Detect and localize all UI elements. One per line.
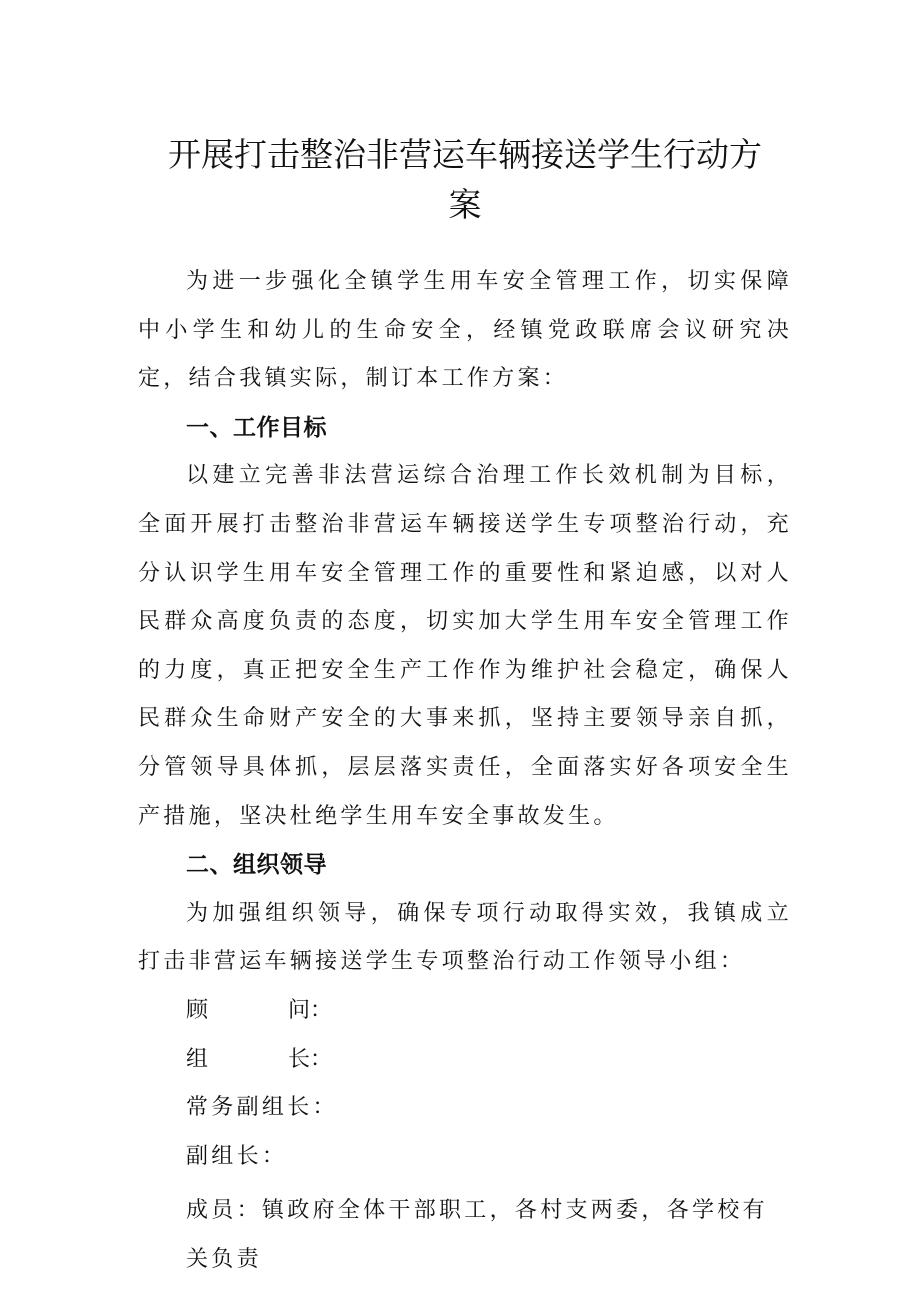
leader-row: 组长： <box>138 1036 792 1085</box>
advisor-row: 顾问： <box>138 987 792 1036</box>
section-1-paragraph: 以建立完善非法营运综合治理工作长效机制为目标，全面开展打击整治非营运车辆接送学生专项整治行动，充分认识学生用车安全管理工作的重要性和紧迫感，以对人民群众高度负责的态度，切实加大学生用车安全管理工作的力度，真正把安全生产工作作为维护社会稳定，确保人民群众生命财产安全的大事来抓，坚持主要领导亲自抓，分管领导具体抓，层层落实责任，全面落实好各项安全生产措施，坚决杜绝学生用车安全事故发生。 <box>138 463 792 829</box>
section-2-paragraph: 为加强组织领导，确保专项行动取得实效，我镇成立打击非营运车辆接送学生专项整治行动工作领导小组： <box>138 900 792 975</box>
intro-paragraph: 为进一步强化全镇学生用车安全管理工作，切实保障中小学生和幼儿的生命安全，经镇党政联席会议研究决定，结合我镇实际，制订本工作方案： <box>138 269 792 392</box>
advisor-label: 顾问 <box>186 997 310 1023</box>
leader-label: 组长 <box>186 1046 310 1072</box>
section-2-heading: 二、组织领导 <box>186 852 327 879</box>
document-title <box>140 130 790 230</box>
section-1-heading: 一、工作目标 <box>186 414 327 441</box>
title-line-1: 开展打击整治非营运车辆接送学生行动方 <box>168 135 762 174</box>
deputy-row: 副组长： <box>186 1143 288 1169</box>
title-line-2: 案 <box>448 185 482 224</box>
document-body <box>138 258 792 1284</box>
exec-deputy-row: 常务副组长： <box>186 1095 338 1121</box>
members-row: 成员：镇政府全体干部职工，各村支两委，各学校有关负责 <box>186 1198 768 1272</box>
